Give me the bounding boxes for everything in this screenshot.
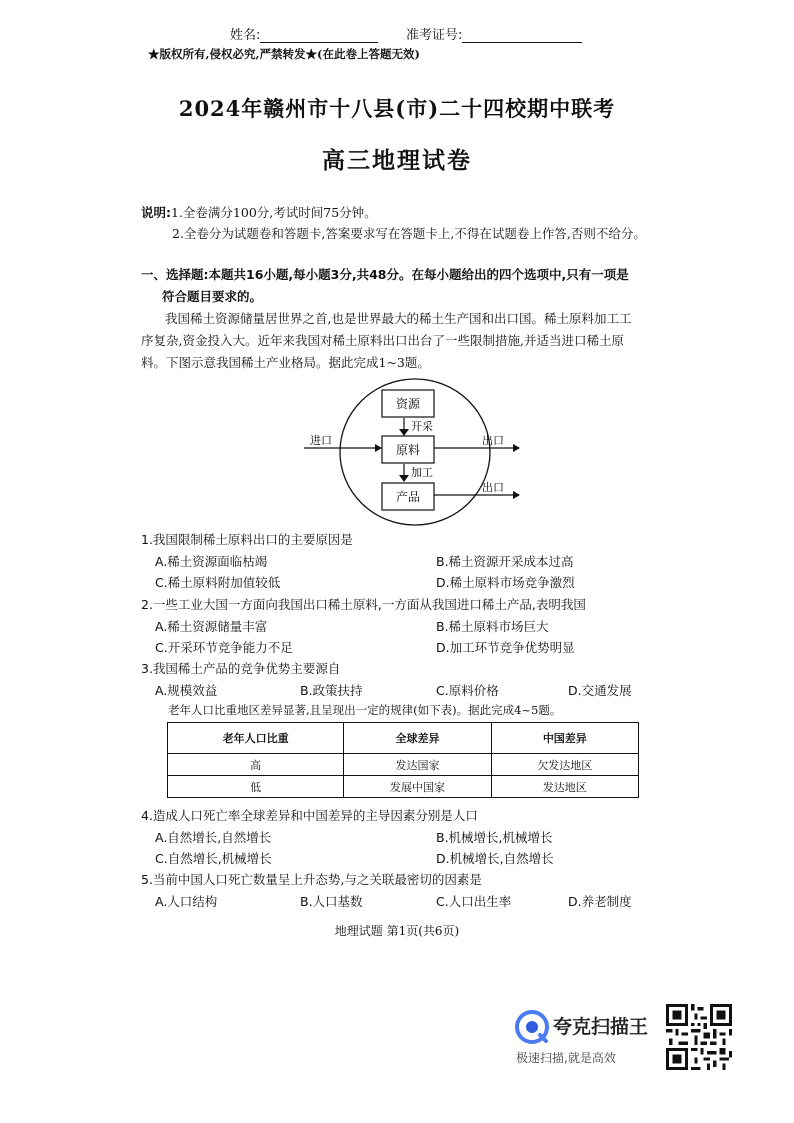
- question-2-option-a: A.稀土资源储量丰富: [155, 619, 268, 634]
- table-header-row: [168, 723, 639, 754]
- question-4-option-b: B.机械增长,机械增长: [436, 830, 553, 845]
- raw-material-label: 原料: [395, 443, 421, 457]
- question-2-option-d: D.加工环节竞争优势明显: [436, 640, 575, 655]
- processing-label: 加工: [411, 466, 433, 479]
- question-1-option-b: B.稀土资源开采成本过高: [436, 554, 574, 569]
- product-label: 产品: [395, 490, 421, 504]
- question-1-stem: 1.我国限制稀土原料出口的主要原因是: [141, 532, 353, 547]
- instruction-label: 说明:: [141, 205, 171, 220]
- name-label: 姓名:: [230, 28, 261, 43]
- passage1-line3: 料。下图示意我国稀土产业格局。据此完成1~3题。: [141, 355, 430, 370]
- exam-title: 2024年赣州市十八县(市)二十四校期中联考: [178, 96, 616, 121]
- question-5-stem: 5.当前中国人口死亡数量呈上升态势,与之关联最密切的因素是: [141, 872, 482, 887]
- passage1-line2: 序复杂,资金投入大。近年来我国对稀土原料出口出台了一些限制措施,并适当进口稀土原: [141, 333, 624, 348]
- instruction-2: 2.全卷分为试题卷和答题卡,答案要求写在答题卡上,不得在试题卷上作答,否则不给分。: [172, 226, 646, 241]
- table-cell: 发达地区: [491, 776, 638, 798]
- question-5-option-c: C.人口出生率: [436, 894, 512, 909]
- scanner-logo-icon: [515, 1010, 549, 1044]
- paper-title: 高三地理试卷: [322, 148, 472, 174]
- question-3-stem: 3.我国稀土产品的竞争优势主要源自: [141, 661, 341, 676]
- mining-label: 开采: [411, 420, 433, 433]
- copyright-notice: ★版权所有,侵权必究,严禁转发★(在此卷上答题无效): [148, 47, 420, 61]
- table-header-cell: 中国差异: [491, 723, 638, 754]
- scanner-slogan: 极速扫描,就是高效: [516, 1051, 616, 1065]
- export-label-1: 出口: [482, 434, 504, 447]
- table-cell: 欠发达地区: [491, 754, 638, 776]
- passage-2: 老年人口比重地区差异显著,且呈现出一定的规律(如下表)。据此完成4~5题。: [168, 703, 562, 717]
- resource-label: 资源: [395, 397, 421, 411]
- table-cell: 高: [168, 754, 344, 776]
- question-2-option-b: B.稀土原料市场巨大: [436, 619, 549, 634]
- exam-number-field: [406, 24, 582, 43]
- instruction-1-text: 1.全卷满分100分,考试时间75分钟。: [171, 205, 377, 220]
- qr-code-image: [666, 1004, 732, 1070]
- export-arrow-1-head: [513, 444, 520, 452]
- name-blank: [260, 28, 378, 43]
- table-cell: 发达国家: [344, 754, 491, 776]
- page-footer: 地理试题 第1页(共6页): [334, 924, 460, 938]
- question-4-stem: 4.造成人口死亡率全球差异和中国差异的主导因素分别是人口: [141, 808, 478, 823]
- exam-number-label: 准考证号:: [406, 28, 463, 43]
- import-label: 进口: [310, 434, 332, 447]
- section-heading-line1: 一、选择题:本题共16小题,每小题3分,共48分。在每小题给出的四个选项中,只有一项是: [141, 267, 629, 282]
- table-header-cell: 全球差异: [344, 723, 491, 754]
- processing-arrowhead: [399, 475, 409, 482]
- table-cell: 发展中国家: [344, 776, 491, 798]
- question-2-stem: 2.一些工业大国一方面向我国出口稀土原料,一方面从我国进口稀土产品,表明我国: [141, 597, 586, 612]
- rare-earth-industry-diagram: [300, 378, 530, 528]
- name-field: [230, 24, 378, 43]
- question-4-option-d: D.机械增长,自然增长: [436, 851, 554, 866]
- mining-arrowhead: [399, 429, 409, 436]
- question-1-option-a: A.稀土资源面临枯竭: [155, 554, 268, 569]
- question-1-option-d: D.稀土原料市场竞争激烈: [436, 575, 575, 590]
- question-3-option-b: B.政策扶持: [300, 683, 363, 698]
- question-5-option-d: D.养老制度: [568, 894, 632, 909]
- question-3-option-a: A.规模效益: [155, 683, 218, 698]
- question-1-option-c: C.稀土原料附加值较低: [155, 575, 281, 590]
- table-header-cell: 老年人口比重: [168, 723, 344, 754]
- table-row: [168, 754, 639, 776]
- question-5-option-b: B.人口基数: [300, 894, 363, 909]
- scanner-brand: 夸克扫描王: [553, 1016, 649, 1038]
- exam-number-blank: [462, 28, 582, 43]
- question-4-option-c: C.自然增长,机械增长: [155, 851, 272, 866]
- question-3-option-c: C.原料价格: [436, 683, 499, 698]
- question-5-option-a: A.人口结构: [155, 894, 218, 909]
- elderly-population-table: [167, 722, 639, 798]
- question-4-option-a: A.自然增长,自然增长: [155, 830, 272, 845]
- question-3-option-d: D.交通发展: [568, 683, 632, 698]
- instruction-1: [141, 203, 377, 221]
- table-row: [168, 776, 639, 798]
- passage1-line1: 我国稀土资源储量居世界之首,也是世界最大的稀土生产国和出口国。稀土原料加工工: [165, 311, 632, 326]
- export-arrow-2-head: [513, 491, 520, 499]
- table-cell: 低: [168, 776, 344, 798]
- question-2-option-c: C.开采环节竞争能力不足: [155, 640, 293, 655]
- import-arrowhead: [375, 444, 382, 452]
- section-heading-line2: 符合题目要求的。: [162, 289, 263, 304]
- export-label-2: 出口: [482, 481, 504, 494]
